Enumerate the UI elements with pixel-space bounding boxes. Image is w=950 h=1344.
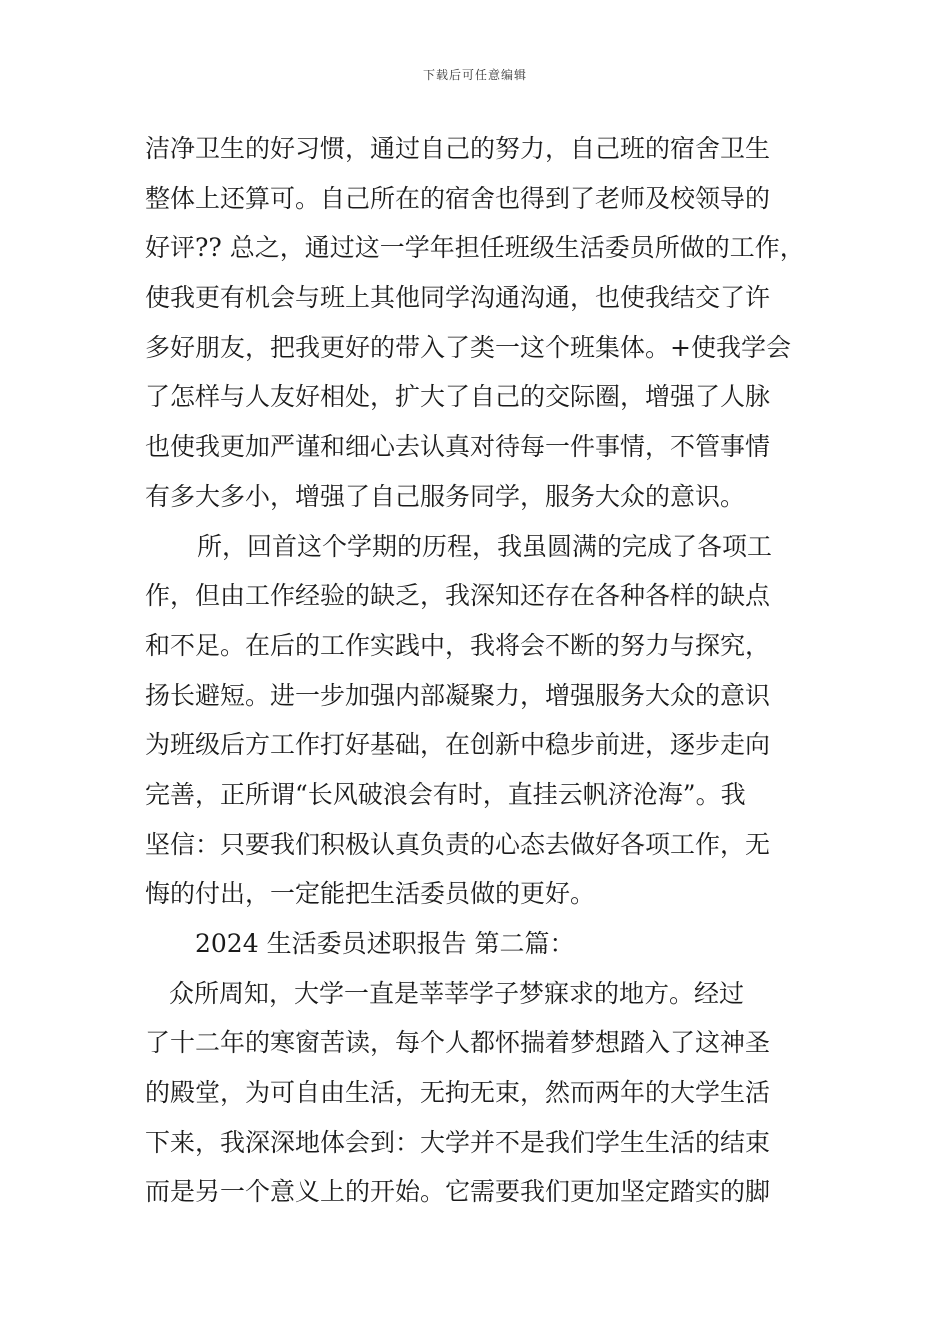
section-heading: 2024 生活委员述职报告 第二篇： (195, 929, 575, 958)
text-line: 多好朋友，把我更好的带入了类一这个班集体。+使我学会 (145, 332, 791, 362)
text-line: 下来，我深深地体会到：大学并不是我们学生生活的结束 (145, 1127, 771, 1157)
text-line: 作，但由工作经验的缺乏，我深知还存在各种各样的缺点 (145, 581, 771, 611)
text-line: 和不足。在后的工作实践中，我将会不断的努力与探究， (145, 630, 771, 660)
text-line: 坚信：只要我们积极认真负责的心态去做好各项工作，无 (145, 829, 771, 859)
header-note: 下载后可任意编辑 (422, 68, 527, 82)
paragraph-start-line: 所，回首这个学期的历程，我虽圆满的完成了各项工 (197, 531, 773, 561)
text-line: 了怎样与人友好相处，扩大了自己的交际圈，增强了人脉 (145, 382, 771, 412)
text-line: 了十二年的寒窗苦读，每个人都怀揣着梦想踏入了这神圣 (145, 1028, 771, 1058)
text-line: 有多大多小，增强了自己服务同学，服务大众的意识。 (145, 481, 746, 511)
text-line: 悔的付出，一定能把生活委员做的更好。 (145, 879, 596, 909)
paragraph-start-line: 众所周知，大学一直是莘莘学子梦寐求的地方。经过 (169, 978, 745, 1008)
text-line: 整体上还算可。自己所在的宿舍也得到了老师及校领导的 (145, 183, 771, 213)
text-line: 也使我更加严谨和细心去认真对待每一件事情，不管事情 (145, 432, 771, 462)
text-line: 的殿堂，为可自由生活，无拘无束，然而两年的大学生活 (145, 1078, 771, 1108)
text-line: 洁净卫生的好习惯，通过自己的努力，自己班的宿舍卫生 (145, 134, 771, 163)
text-line: 好评?? 总之，通过这一学年担任班级生活委员所做的工作， (145, 233, 805, 263)
text-line: 完善，正所谓“长风破浪会有时，直挂云帆济沧海”。我 (145, 779, 746, 809)
text-line: 为班级后方工作打好基础，在创新中稳步前进，逐步走向 (145, 730, 771, 760)
text-line: 而是另一个意义上的开始。它需要我们更加坚定踏实的脚 (145, 1177, 771, 1207)
text-line: 扬长避短。进一步加强内部凝聚力，增强服务大众的意识 (145, 680, 771, 710)
text-line: 使我更有机会与班上其他同学沟通沟通，也使我结交了许 (145, 283, 771, 313)
document-body (145, 124, 815, 1217)
